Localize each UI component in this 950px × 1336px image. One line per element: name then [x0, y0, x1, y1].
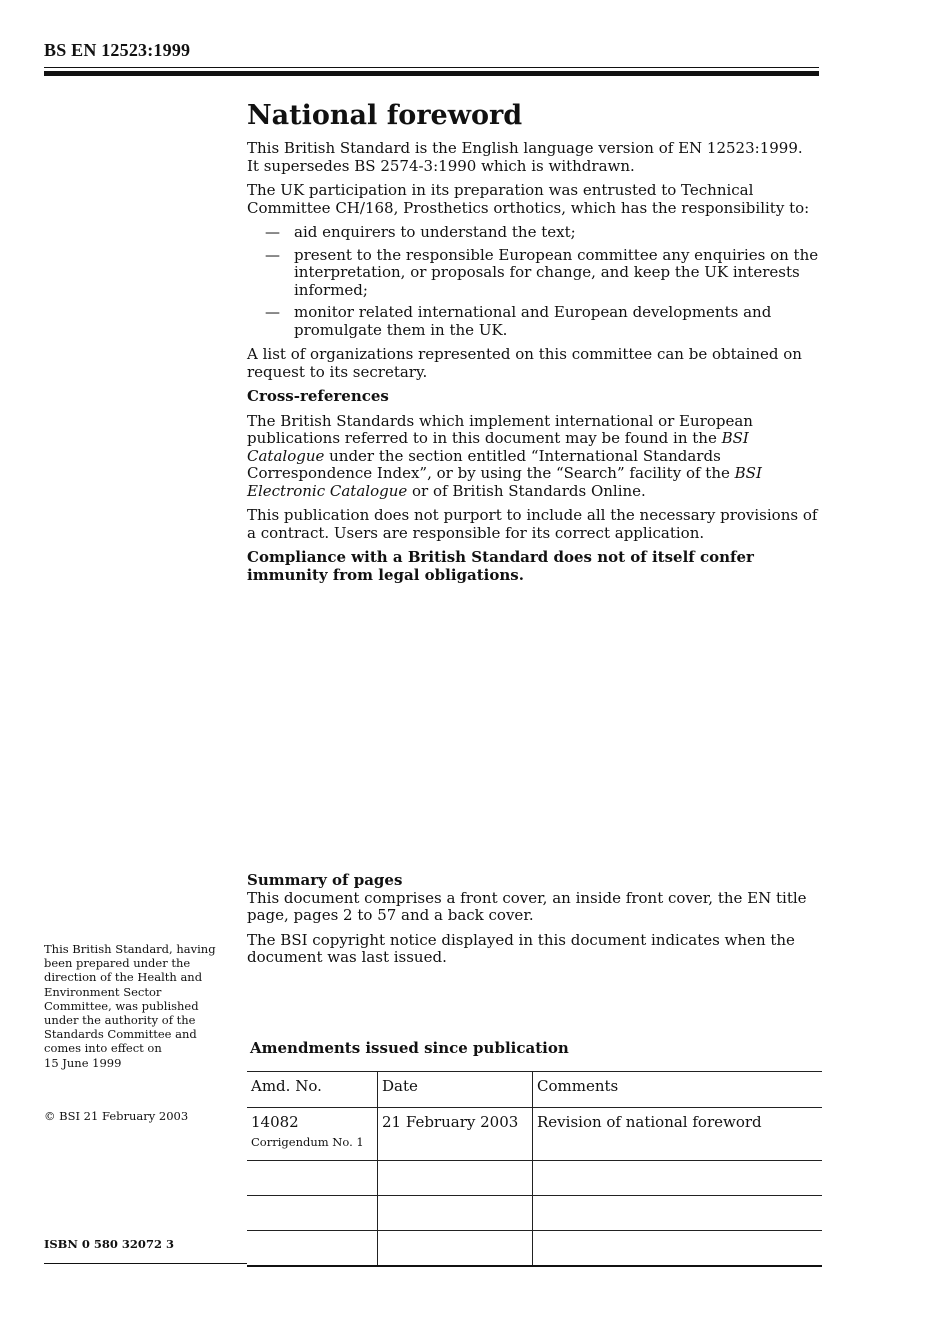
cross-references-paragraph: [247, 413, 822, 501]
summary-text: This document comprises a front cover, an inside front cover, the EN title page, pages 2 to 57 and a back cover.: [247, 888, 807, 924]
amendments-title: Amendments issued since publication: [250, 1039, 569, 1057]
list-item: [247, 224, 822, 242]
column-header-comments: Comments: [533, 1072, 823, 1108]
amd-no-cell: [247, 1108, 378, 1161]
copyright-notice-text: The BSI copyright notice displayed in this document indicates when the document was last issued.: [247, 930, 795, 966]
dash-bullet: —: [265, 245, 280, 264]
cross-ref-text: The British Standards which implement international or European publications referred to in this document may be found in the: [247, 411, 753, 447]
intro-line: This British Standard is the English language version of EN 12523:1999.: [247, 139, 803, 157]
table-row-empty: [247, 1161, 822, 1196]
participation-paragraph: The UK participation in its preparation was entrusted to Technical Committee CH/168, Prosthetics orthotics, which has the responsibility to:: [247, 181, 810, 217]
column-header-amd-no: Amd. No.: [247, 1072, 378, 1108]
page-title: National foreword: [247, 100, 523, 131]
bsi-catalogue-title: BSI Catalogue: [247, 429, 749, 465]
amendments-table: [247, 1071, 822, 1267]
footer-rule: [44, 1263, 247, 1264]
list-item-text: present to the responsible European committee any enquiries on the interpretation, or proposals for change, and keep the UK interests informed;: [294, 245, 819, 299]
copyright-line: © BSI 21 February 2003: [44, 1109, 189, 1123]
dash-bullet: —: [265, 303, 280, 321]
dash-bullet: —: [265, 223, 280, 241]
list-item: [247, 304, 822, 339]
intro-paragraph: [247, 140, 822, 175]
compliance-statement: Compliance with a British Standard does not of itself confer immunity from legal obligations.: [247, 548, 754, 584]
isbn: ISBN 0 580 32072 3: [44, 1237, 174, 1251]
list-item-text: monitor related international and European developments and promulgate them in the UK.: [294, 303, 772, 339]
publication-statement: [44, 942, 229, 1070]
cross-ref-text: under the section entitled “International Standards Correspondence Index”, or by using the “Search” facility of the: [247, 446, 735, 482]
column-header-date: Date: [378, 1072, 533, 1108]
cross-references-heading: Cross-references: [247, 387, 389, 405]
corrigendum-note: Corrigendum No. 1: [251, 1135, 364, 1149]
effective-date: 15 June 1999: [44, 1055, 122, 1070]
organizations-paragraph: A list of organizations represented on this committee can be obtained on request to its secretary.: [247, 345, 802, 381]
bsi-electronic-catalogue-title: BSI Electronic Catalogue: [247, 464, 762, 500]
table-row: [247, 1108, 822, 1161]
header-rule-thin: [44, 67, 819, 68]
comments-cell: Revision of national foreword: [533, 1108, 823, 1161]
list-item-text: aid enquirers to understand the text;: [294, 223, 576, 241]
amd-no: 14082: [251, 1113, 299, 1131]
document-id: BS EN 12523:1999: [44, 40, 191, 60]
cross-ref-text: or of British Standards Online.: [407, 481, 646, 500]
publication-statement-text: This British Standard, having been prepared under the direction of the Health and Environment Sector Committee, was published under the authority of the Standards Committee and comes into effect on: [44, 942, 216, 1056]
table-row-empty: [247, 1231, 822, 1267]
intro-line: It supersedes BS 2574-3:1990 which is withdrawn.: [247, 156, 635, 175]
list-item: [247, 247, 822, 300]
national-foreword-section: [247, 98, 822, 591]
table-row-empty: [247, 1196, 822, 1231]
summary-of-pages-section: [247, 872, 822, 974]
responsibilities-list: [247, 224, 822, 339]
header-rule-thick: [44, 71, 819, 76]
provisions-paragraph: This publication does not purport to include all the necessary provisions of a contract. Users are responsible for its correct application.: [247, 506, 818, 542]
date-cell: 21 February 2003: [378, 1108, 533, 1161]
summary-heading: Summary of pages: [247, 871, 403, 889]
table-header-row: [247, 1072, 822, 1108]
